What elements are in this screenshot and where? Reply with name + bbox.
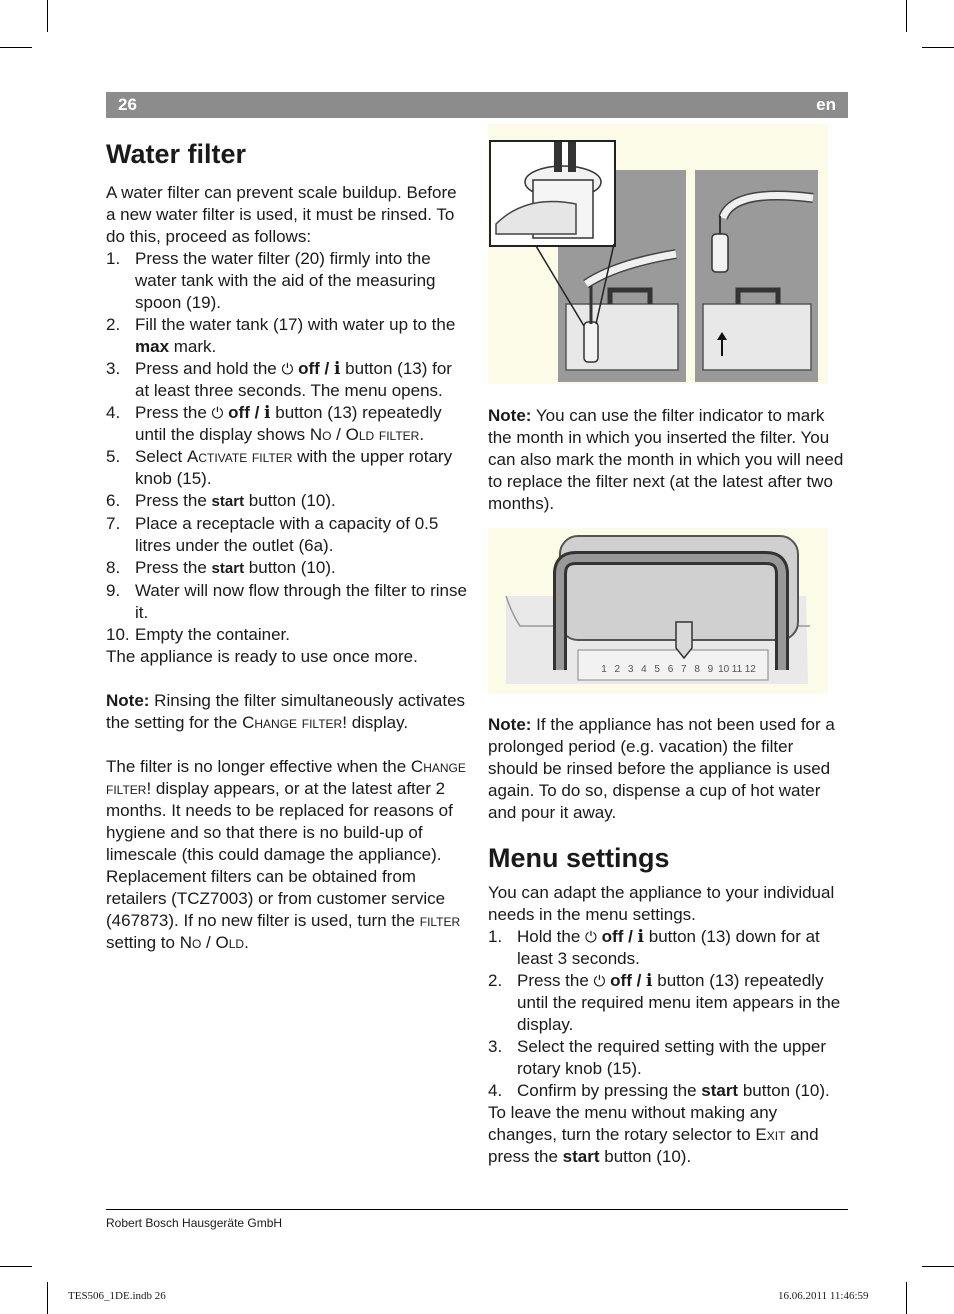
scale-number: 11 [731,664,743,675]
right-column-main [488,714,848,1168]
scale-number: 7 [681,664,687,675]
scale-number: 2 [614,664,621,675]
section-title-water-filter: Water filter [106,139,247,169]
display-text: Activate filter [186,447,293,466]
menu-intro-text: You can adapt the appliance to your individual needs in the menu settings. [488,883,835,924]
intro-text: A water filter can prevent scale buildup. Before a new water filter is used, it must be rinsed. To do this, proceed as follows: [106,183,457,246]
list-item: 3. Press and hold the ⏻ off / i button (13) for at least three seconds. The menu opens. [106,359,452,400]
scale-number: 1 [601,664,607,675]
filter-indicator-illustration [488,528,828,694]
info-icon: i [646,971,653,991]
display-text: Change filter! [242,713,347,732]
scale-number: 3 [627,664,634,675]
left-column [106,138,468,954]
list-item: 6. Press the start button (10). [106,491,336,510]
note-filter-indicator: Note: You can use the filter indicator to mark the month in which you inserted the filter. You can also mark the month in which you will need to replace the filter next (at the latest after two months). [488,406,844,513]
crop-mark [47,0,48,32]
page-header-bar [106,92,848,118]
crop-mark [922,1266,954,1267]
display-text: No / Old filter [309,425,420,444]
page-number: 26 [118,95,137,114]
list-item: 3. Select the required setting with the upper rotary knob (15). [488,1037,827,1078]
crop-mark [0,1266,32,1267]
menu-steps-list [488,926,848,1102]
filter-insertion-illustration [488,124,828,384]
list-item: 2. Fill the water tank (17) with water up to the max mark. [106,315,456,356]
power-icon: ⏻ [281,360,294,378]
list-item: 10. Empty the container. [106,625,290,644]
display-text: Change filter! [106,757,466,798]
scale-number: 8 [694,664,700,675]
crop-mark [47,1282,48,1314]
display-text: Exit [755,1125,786,1144]
crop-mark [906,0,907,32]
crop-mark [906,1282,907,1314]
language-code: en [816,95,836,114]
crop-mark [0,47,32,48]
list-item: 2. Press the ⏻ off / i button (13) repeatedly until the required menu item appears in the display. [488,971,841,1034]
print-slug-file: TES506_1DE.indb 26 [68,1290,166,1302]
filter-replacement-text: The filter is no longer effective when the Change filter! display appears, or at the latest after 2 months. It needs to be replaced for reasons of hygiene and so that there is no build-up of limescale (this could damage the appliance). Replacement filters can be obtained from retailers (TCZ7003) or from customer service (467873). If no new filter is used, turn the filter setting to No / Old. [106,757,466,952]
ready-text: The appliance is ready to use once more. [106,647,418,666]
scale-number: 9 [707,664,714,675]
display-text: filter [419,911,461,930]
note-rinse: Note: Rinsing the filter simultaneously activates the setting for the Change filter! display. [106,691,466,732]
scale-number: 5 [654,664,660,675]
list-item: 1. Press the water filter (20) firmly into the water tank with the aid of the measuring spoon (19). [106,249,436,312]
print-slug-date: 16.06.2011 11:46:59 [778,1290,869,1302]
power-icon: ⏻ [585,928,597,946]
scale-number: 6 [667,664,674,675]
list-item: 7. Place a receptacle with a capacity of 0.5 litres under the outlet (6a). [106,514,439,555]
scale-number: 10 [718,664,730,675]
info-icon: i [333,359,341,379]
right-column-note [488,405,848,515]
list-item: 1. Hold the ⏻ off / i button (13) down for at least 3 seconds. [488,927,820,968]
display-text: No / Old [179,933,245,952]
info-icon: i [637,927,645,947]
list-item: 4. Confirm by pressing the start button (10). [488,1081,830,1100]
power-icon: ⏻ [211,404,224,422]
power-icon: ⏻ [593,972,606,990]
list-item: 9. Water will now flow through the filter to rinse it. [106,581,467,622]
list-item: 8. Press the start button (10). [106,558,336,577]
crop-mark [922,47,954,48]
list-item: 5. Select Activate filter with the upper rotary knob (15). [106,447,453,488]
section-title-menu-settings: Menu settings [488,843,670,873]
footer-rule [106,1209,848,1210]
leave-menu-text: To leave the menu without making any changes, turn the rotary selector to Exit and press the start button (10). [488,1103,819,1166]
note-prolonged-use: Note: If the appliance has not been used for a prolonged period (e.g. vacation) the filter should be rinsed before the appliance is used again. To do so, dispense a cup of hot water and pour it away. [488,715,835,822]
scale-number: 4 [641,664,647,675]
rinse-steps-list [106,248,468,646]
list-item: 4. Press the ⏻ off / i button (13) repeatedly until the display shows No / Old filter. [106,403,442,444]
footer-company: Robert Bosch Hausgeräte GmbH [106,1216,283,1230]
info-icon: i [264,403,271,423]
scale-number: 12 [744,664,756,675]
